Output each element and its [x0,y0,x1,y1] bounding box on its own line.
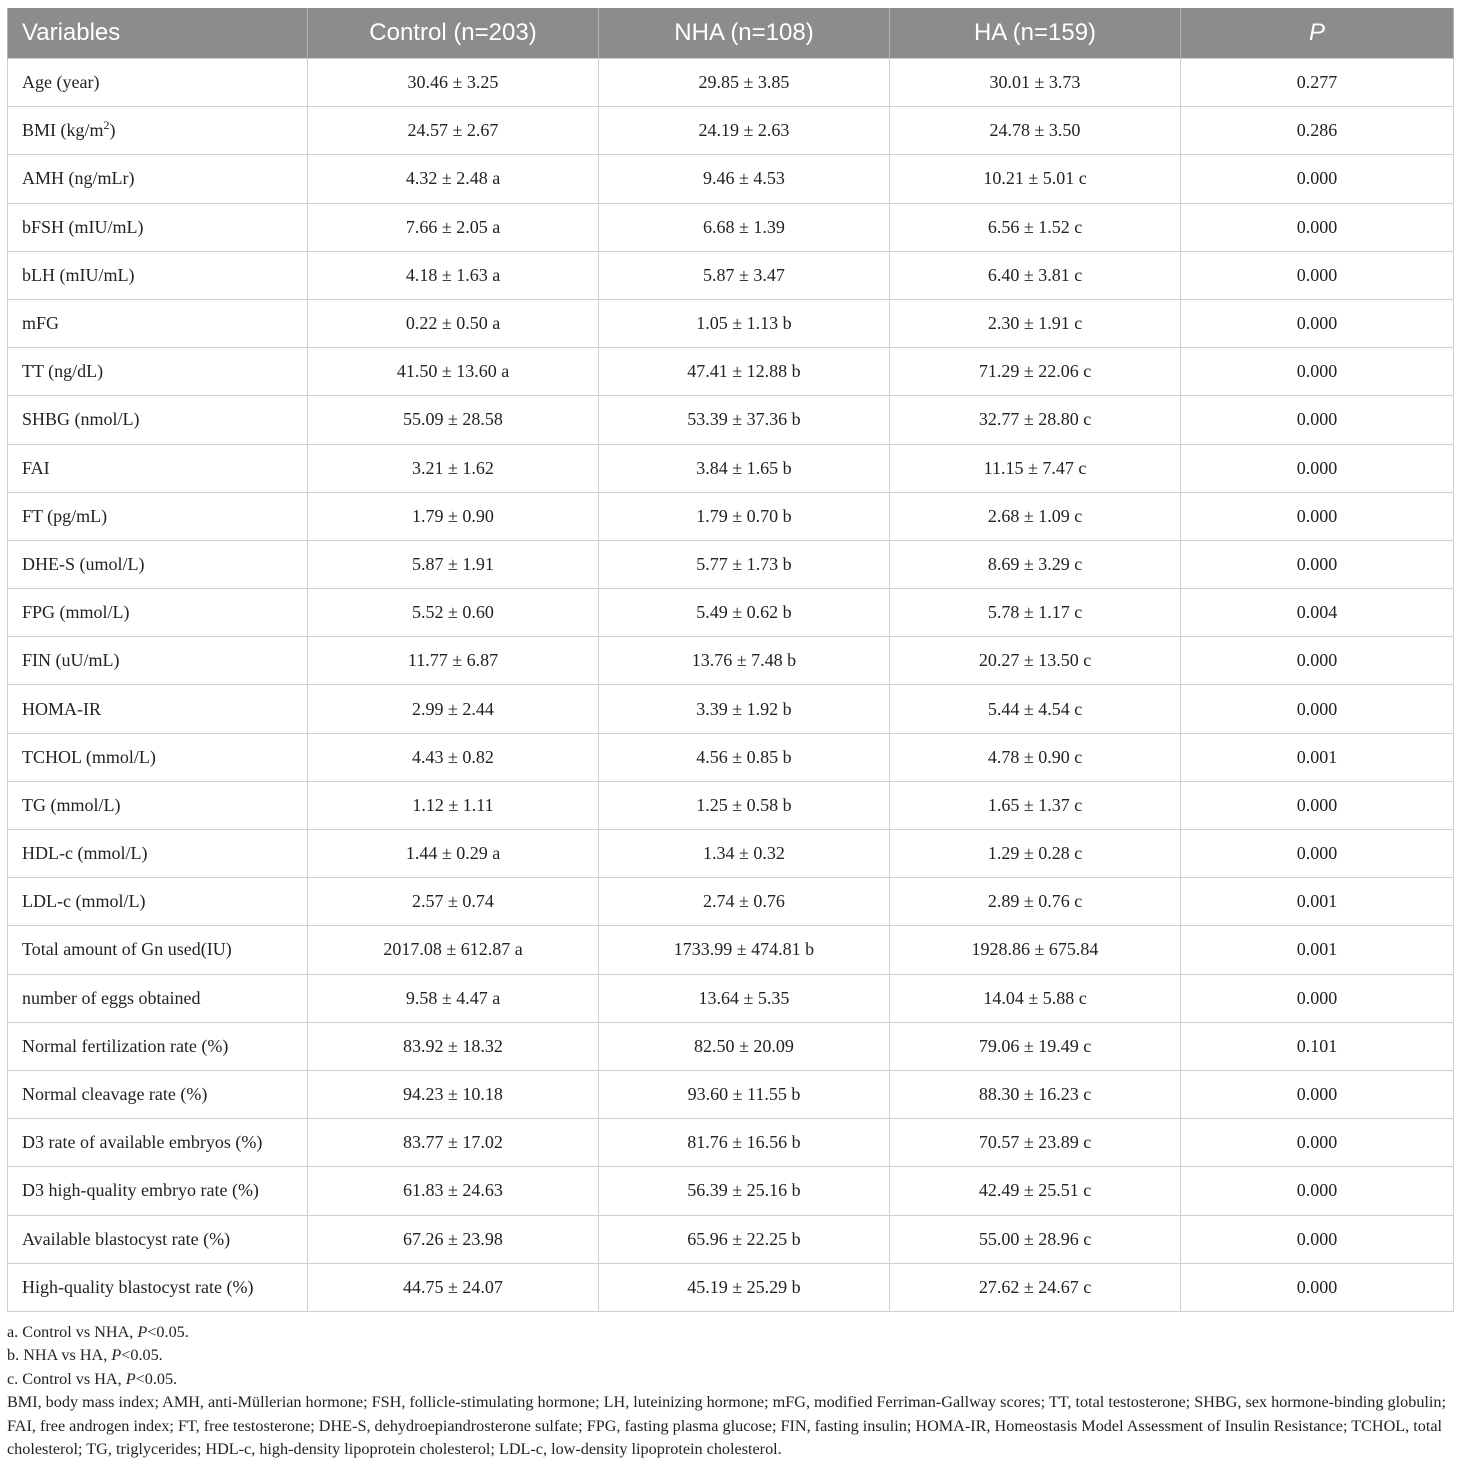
table-row [8,830,1454,878]
cell-p: 0.001 [1181,878,1454,926]
cell-variable: TG (mmol/L) [8,781,308,829]
cell-variable: HDL-c (mmol/L) [8,830,308,878]
cell-control: 83.92 ± 18.32 [308,1022,599,1070]
cell-variable: FT (pg/mL) [8,492,308,540]
cell-p: 0.000 [1181,685,1454,733]
table-row [8,637,1454,685]
cell-control: 55.09 ± 28.58 [308,396,599,444]
cell-ha: 79.06 ± 19.49 c [890,1022,1181,1070]
cell-nha: 5.87 ± 3.47 [599,251,890,299]
cell-control: 4.18 ± 1.63 a [308,251,599,299]
cell-nha: 29.85 ± 3.85 [599,59,890,107]
cell-p: 0.000 [1181,444,1454,492]
cell-p: 0.000 [1181,299,1454,347]
cell-control: 5.52 ± 0.60 [308,589,599,637]
cell-nha: 45.19 ± 25.29 b [599,1263,890,1311]
table-row [8,348,1454,396]
cell-nha: 4.56 ± 0.85 b [599,733,890,781]
cell-control: 5.87 ± 1.91 [308,540,599,588]
cell-variable: Normal cleavage rate (%) [8,1070,308,1118]
cell-p: 0.000 [1181,637,1454,685]
cell-variable: TCHOL (mmol/L) [8,733,308,781]
cell-control: 30.46 ± 3.25 [308,59,599,107]
cell-variable: AMH (ng/mLr) [8,155,308,203]
table-row [8,926,1454,974]
table-row [8,444,1454,492]
cell-control: 4.32 ± 2.48 a [308,155,599,203]
cell-p: 0.000 [1181,540,1454,588]
cell-p: 0.000 [1181,1215,1454,1263]
table-row [8,299,1454,347]
cell-control: 0.22 ± 0.50 a [308,299,599,347]
table-row [8,733,1454,781]
cell-variable: DHE-S (umol/L) [8,540,308,588]
cell-ha: 8.69 ± 3.29 c [890,540,1181,588]
cell-ha: 32.77 ± 28.80 c [890,396,1181,444]
abbreviations-note: BMI, body mass index; AMH, anti-Müllerian hormone; FSH, follicle-stimulating hormone; LH, luteinizing hormone; mFG, modified Ferriman-Gallway scores; TT, total testosterone; SHBG, sex hormone-binding globulin; FAI, free androgen index; FT, free testosterone; DHE-S, dehydroepiandrosterone sulfate; FPG, fasting plasma glucose; FIN, fasting insulin; HOMA-IR, Homeostasis Model Assessment of Insulin Resistance; TCHOL, total cholesterol; TG, triglycerides; HDL-c, high-density lipoprotein cholesterol; LDL-c, low-density lipoprotein cholesterol. [7,1393,1446,1459]
cell-control: 1.44 ± 0.29 a [308,830,599,878]
table-row [8,1022,1454,1070]
cell-ha: 20.27 ± 13.50 c [890,637,1181,685]
cell-ha: 2.89 ± 0.76 c [890,878,1181,926]
table-row [8,1263,1454,1311]
cell-control: 83.77 ± 17.02 [308,1119,599,1167]
table-row [8,396,1454,444]
cell-control: 3.21 ± 1.62 [308,444,599,492]
cell-ha: 27.62 ± 24.67 c [890,1263,1181,1311]
cell-p: 0.000 [1181,155,1454,203]
header-control: Control (n=203) [308,8,599,59]
cell-variable: number of eggs obtained [8,974,308,1022]
cell-nha: 93.60 ± 11.55 b [599,1070,890,1118]
cell-ha: 88.30 ± 16.23 c [890,1070,1181,1118]
cell-ha: 2.30 ± 1.91 c [890,299,1181,347]
table-row [8,589,1454,637]
cell-variable: bLH (mIU/mL) [8,251,308,299]
cell-ha: 5.44 ± 4.54 c [890,685,1181,733]
footnote-line: a. Control vs NHA, P<0.05. [7,1322,189,1341]
table-row [8,1215,1454,1263]
cell-variable: SHBG (nmol/L) [8,396,308,444]
table-row [8,781,1454,829]
cell-nha: 56.39 ± 25.16 b [599,1167,890,1215]
cell-ha: 55.00 ± 28.96 c [890,1215,1181,1263]
cell-p: 0.004 [1181,589,1454,637]
cell-ha: 5.78 ± 1.17 c [890,589,1181,637]
cell-variable: FIN (uU/mL) [8,637,308,685]
cell-control: 24.57 ± 2.67 [308,107,599,155]
cell-p: 0.000 [1181,492,1454,540]
cell-control: 94.23 ± 10.18 [308,1070,599,1118]
cell-variable: Available blastocyst rate (%) [8,1215,308,1263]
cell-nha: 1.34 ± 0.32 [599,830,890,878]
table-row [8,878,1454,926]
table-row [8,155,1454,203]
cell-nha: 9.46 ± 4.53 [599,155,890,203]
cell-ha: 71.29 ± 22.06 c [890,348,1181,396]
cell-ha: 70.57 ± 23.89 c [890,1119,1181,1167]
cell-control: 61.83 ± 24.63 [308,1167,599,1215]
cell-variable: TT (ng/dL) [8,348,308,396]
cell-p: 0.000 [1181,974,1454,1022]
cell-p: 0.000 [1181,396,1454,444]
cell-p: 0.000 [1181,203,1454,251]
table-row [8,203,1454,251]
cell-p: 0.000 [1181,348,1454,396]
cell-ha: 10.21 ± 5.01 c [890,155,1181,203]
cell-ha: 24.78 ± 3.50 [890,107,1181,155]
cell-control: 2.57 ± 0.74 [308,878,599,926]
cell-control: 4.43 ± 0.82 [308,733,599,781]
table-footnotes [7,1321,1453,1462]
cell-control: 7.66 ± 2.05 a [308,203,599,251]
cell-nha: 82.50 ± 20.09 [599,1022,890,1070]
cell-p: 0.000 [1181,1070,1454,1118]
table-row [8,1119,1454,1167]
cell-p: 0.000 [1181,251,1454,299]
cell-variable: bFSH (mIU/mL) [8,203,308,251]
cell-p: 0.000 [1181,830,1454,878]
cell-ha: 30.01 ± 3.73 [890,59,1181,107]
cell-control: 41.50 ± 13.60 a [308,348,599,396]
cell-variable: LDL-c (mmol/L) [8,878,308,926]
cell-nha: 1.79 ± 0.70 b [599,492,890,540]
cell-variable: Total amount of Gn used(IU) [8,926,308,974]
cell-p: 0.101 [1181,1022,1454,1070]
cell-nha: 3.84 ± 1.65 b [599,444,890,492]
cell-control: 9.58 ± 4.47 a [308,974,599,1022]
cell-p: 0.000 [1181,781,1454,829]
cell-p: 0.000 [1181,1119,1454,1167]
cell-nha: 5.77 ± 1.73 b [599,540,890,588]
table-row [8,59,1454,107]
cell-nha: 13.76 ± 7.48 b [599,637,890,685]
table-row [8,1070,1454,1118]
cell-ha: 6.40 ± 3.81 c [890,251,1181,299]
cell-p: 0.277 [1181,59,1454,107]
cell-nha: 53.39 ± 37.36 b [599,396,890,444]
cell-ha: 4.78 ± 0.90 c [890,733,1181,781]
cell-control: 1.79 ± 0.90 [308,492,599,540]
cell-ha: 42.49 ± 25.51 c [890,1167,1181,1215]
cell-nha: 5.49 ± 0.62 b [599,589,890,637]
cell-variable: Normal fertilization rate (%) [8,1022,308,1070]
cell-p: 0.001 [1181,733,1454,781]
significance-notes [7,1321,1453,1392]
cell-variable: D3 high-quality embryo rate (%) [8,1167,308,1215]
cell-ha: 1928.86 ± 675.84 [890,926,1181,974]
header-variables: Variables [8,8,308,59]
cell-variable: D3 rate of available embryos (%) [8,1119,308,1167]
header-nha: NHA (n=108) [599,8,890,59]
table-row [8,540,1454,588]
table-row [8,1167,1454,1215]
cell-variable: mFG [8,299,308,347]
table-row [8,685,1454,733]
cell-p: 0.001 [1181,926,1454,974]
footnote-line: c. Control vs HA, P<0.05. [7,1369,178,1388]
table-row [8,974,1454,1022]
cell-variable: FPG (mmol/L) [8,589,308,637]
table-row [8,251,1454,299]
cell-nha: 13.64 ± 5.35 [599,974,890,1022]
cell-ha: 14.04 ± 5.88 c [890,974,1181,1022]
footnote-line: b. NHA vs HA, P<0.05. [7,1346,163,1365]
cell-p: 0.000 [1181,1167,1454,1215]
cell-control: 2017.08 ± 612.87 a [308,926,599,974]
cell-variable: High-quality blastocyst rate (%) [8,1263,308,1311]
cell-nha: 2.74 ± 0.76 [599,878,890,926]
table-row [8,492,1454,540]
cell-ha: 1.29 ± 0.28 c [890,830,1181,878]
cell-nha: 1733.99 ± 474.81 b [599,926,890,974]
document-page [7,8,1453,1462]
cell-nha: 24.19 ± 2.63 [599,107,890,155]
cell-control: 11.77 ± 6.87 [308,637,599,685]
cell-ha: 11.15 ± 7.47 c [890,444,1181,492]
header-row [8,8,1454,59]
header-ha: HA (n=159) [890,8,1181,59]
table-body [8,59,1454,1312]
cell-ha: 2.68 ± 1.09 c [890,492,1181,540]
cell-nha: 3.39 ± 1.92 b [599,685,890,733]
cell-control: 67.26 ± 23.98 [308,1215,599,1263]
cell-p: 0.286 [1181,107,1454,155]
cell-nha: 1.25 ± 0.58 b [599,781,890,829]
cell-nha: 47.41 ± 12.88 b [599,348,890,396]
cell-variable: Age (year) [8,59,308,107]
table-row [8,107,1454,155]
cell-variable: FAI [8,444,308,492]
cell-nha: 6.68 ± 1.39 [599,203,890,251]
cell-ha: 1.65 ± 1.37 c [890,781,1181,829]
table-header [8,8,1454,59]
cell-nha: 81.76 ± 16.56 b [599,1119,890,1167]
results-table [7,8,1454,1312]
cell-control: 2.99 ± 2.44 [308,685,599,733]
cell-nha: 1.05 ± 1.13 b [599,299,890,347]
cell-p: 0.000 [1181,1263,1454,1311]
cell-ha: 6.56 ± 1.52 c [890,203,1181,251]
cell-control: 1.12 ± 1.11 [308,781,599,829]
cell-variable: HOMA-IR [8,685,308,733]
cell-variable: BMI $(kg/m^2)$ [8,107,308,155]
cell-nha: 65.96 ± 22.25 b [599,1215,890,1263]
cell-control: 44.75 ± 24.07 [308,1263,599,1311]
header-p: P [1181,8,1454,59]
